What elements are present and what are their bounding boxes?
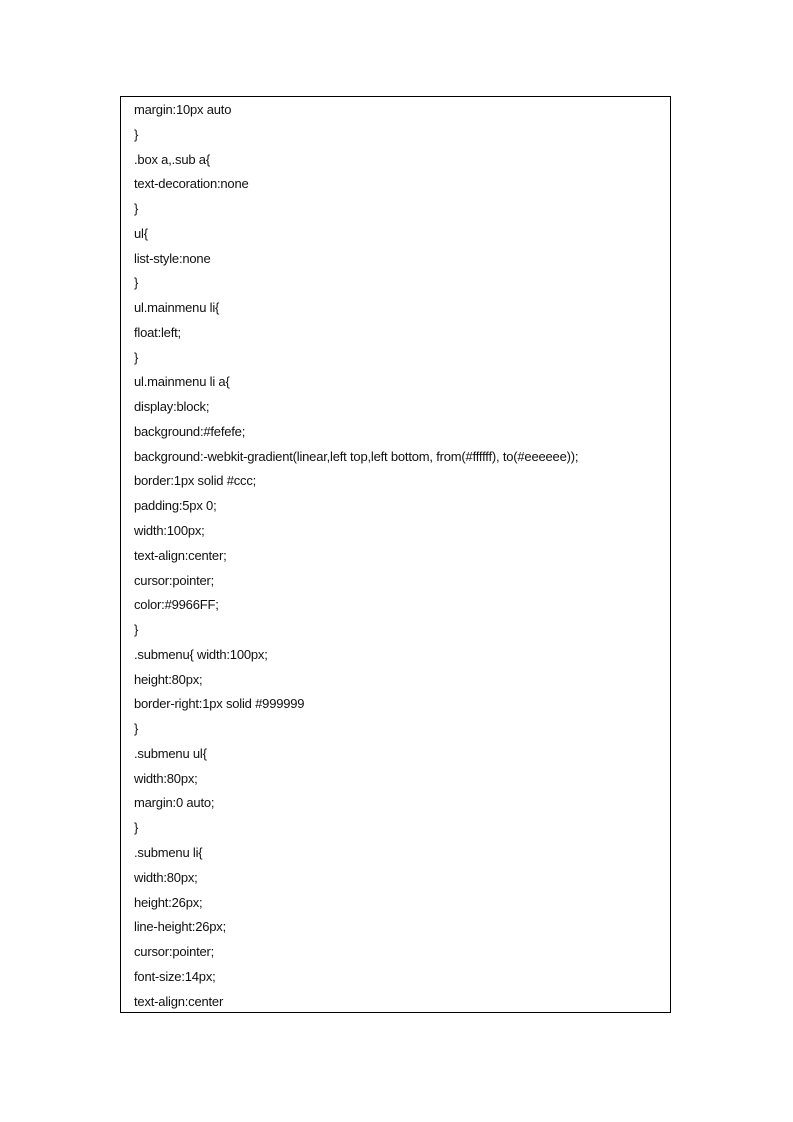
code-line: } <box>134 275 139 291</box>
code-line: text-decoration:none <box>134 176 249 192</box>
code-line: text-align:center <box>134 993 224 1009</box>
code-line: } <box>134 622 139 638</box>
code-line: width:100px; <box>134 523 205 539</box>
code-line: width:80px; <box>134 770 198 786</box>
code-line: border-right:1px solid #999999 <box>134 696 305 712</box>
code-line: list-style:none <box>134 250 211 266</box>
code-box <box>120 96 671 1013</box>
code-line: ul.mainmenu li{ <box>134 300 220 316</box>
code-line: margin:10px auto <box>134 102 232 117</box>
code-line: border:1px solid #ccc; <box>134 473 257 489</box>
code-line: display:block; <box>134 399 210 415</box>
code-line: text-align:center; <box>134 547 227 563</box>
code-line: width:80px; <box>134 869 198 885</box>
code-line: margin:0 auto; <box>134 795 215 811</box>
code-line: height:26px; <box>134 894 203 910</box>
code-line: } <box>134 201 139 217</box>
code-line: cursor:pointer; <box>134 572 215 588</box>
code-line: font-size:14px; <box>134 968 216 984</box>
code-line: } <box>134 820 139 836</box>
code-line: .submenu{ width:100px; <box>134 646 268 662</box>
code-line: line-height:26px; <box>134 919 226 935</box>
code-line: height:80px; <box>134 671 203 687</box>
code-line: padding:5px 0; <box>134 498 217 514</box>
code-line: .box a,.sub a{ <box>134 151 210 167</box>
code-lines <box>134 100 578 1016</box>
code-line: ul{ <box>134 225 148 241</box>
code-line: ul.mainmenu li a{ <box>134 374 230 390</box>
code-line: background:-webkit-gradient(linear,left top,left bottom, from(#ffffff), to(#eeeeee)); <box>134 448 579 464</box>
code-line: } <box>134 349 139 365</box>
code-line: color:#9966FF; <box>134 597 219 613</box>
code-line: } <box>134 126 139 142</box>
code-line: .submenu li{ <box>134 844 203 860</box>
code-line: cursor:pointer; <box>134 944 215 960</box>
code-line: float:left; <box>134 324 181 340</box>
code-line: .submenu ul{ <box>134 745 207 761</box>
code-line: } <box>134 721 139 737</box>
code-line: background:#fefefe; <box>134 423 246 439</box>
